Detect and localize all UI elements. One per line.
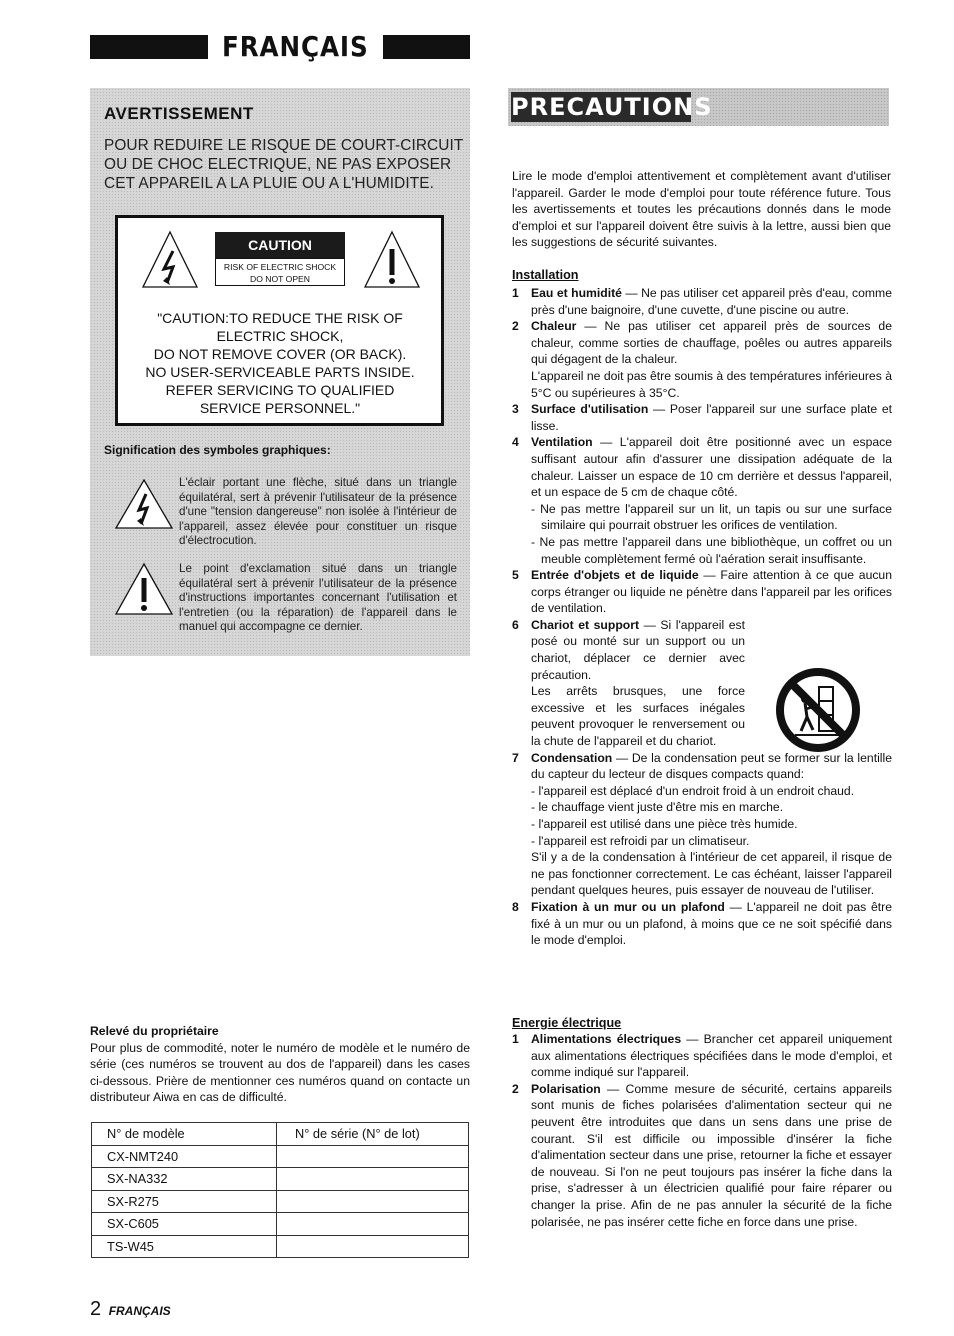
table-row xyxy=(92,1190,469,1213)
serial-cell[interactable] xyxy=(277,1145,469,1168)
caution-text xyxy=(120,309,440,417)
item-title: Condensation xyxy=(531,750,613,765)
caution-line: "CAUTION:TO REDUCE THE RISK OF xyxy=(157,310,403,326)
cart-warning-icon xyxy=(775,667,861,753)
item-number: 1 xyxy=(512,286,519,300)
header-bar-left xyxy=(90,35,208,59)
serial-table xyxy=(91,1122,469,1258)
symbols-heading: Signification des symboles graphiques: xyxy=(104,443,331,457)
item-sub: - Ne pas mettre l'appareil sur un lit, un tapis ou sur une surface similaire qui pourrait obstruer les orifices de ventilation. xyxy=(531,501,892,533)
item-number: 4 xyxy=(512,435,519,450)
owner-text: Pour plus de commodité, noter le numéro de modèle et le numéro de série (ces numéros se trouvent au dos de l'appareil) dans les cases ci-dessous. Prière de mentionner ces numéros quand on contacte un distributeur Aiwa en cas de difficulté. xyxy=(90,1041,470,1105)
warning-heading: AVERTISSEMENT xyxy=(104,104,254,123)
energie-heading: Energie électrique xyxy=(512,1016,622,1030)
serial-cell[interactable] xyxy=(277,1168,469,1191)
header-bar-right xyxy=(383,35,470,59)
item-title: Entrée d'objets et de liquide xyxy=(531,568,699,583)
item-desc: — Poser l'appareil sur une surface plate et lisse. xyxy=(531,402,892,433)
caution-sublabel xyxy=(215,258,345,286)
item-number: 7 xyxy=(512,750,519,765)
table-row xyxy=(92,1235,469,1258)
item-sub: - l'appareil est déplacé d'un endroit froid à un endroit chaud. xyxy=(531,783,855,798)
language-title: FRANÇAIS xyxy=(221,30,369,63)
precautions-title: PRECAUTIONS xyxy=(511,93,713,121)
item-desc: — Ne pas utiliser cet appareil près d'eau, comme près d'une baignoire, d'une cuvette, d'une piscine ou autre. xyxy=(531,286,892,317)
page-number: 2 xyxy=(90,1298,102,1320)
col-model-header: N° de modèle xyxy=(92,1123,277,1146)
exclamation-symbol-icon xyxy=(114,562,174,616)
item-sub: - l'appareil est refroidi par un climatiseur. xyxy=(531,833,750,848)
precautions-intro: Lire le mode d'emploi attentivement et complètement avant d'utiliser l'appareil. Garder le mode d'emploi pour toute référence future. Tous les avertissements et toutes les précautions donnés dans le mode d'emploi et sur l'appareil doivent être suivis à la lettre, aussi bien que les suggestions de sécurité suivantes. xyxy=(512,169,891,250)
list-item xyxy=(512,567,892,617)
table-row xyxy=(92,1168,469,1191)
warning-text xyxy=(104,136,464,193)
installation-heading: Installation xyxy=(512,268,579,282)
item-number: 2 xyxy=(512,1081,519,1096)
owner-heading: Relevé du propriétaire xyxy=(90,1024,219,1038)
item-title: Chariot et support xyxy=(531,617,640,632)
model-cell: CX-NMT240 xyxy=(92,1145,277,1168)
item-desc: — L'appareil doit être positionné avec un espace suffisant autour afin d'assurer une dissipation adéquate de la chaleur. Laisser un espace de 10 cm derrière et dessus l'appareil, et un espace de 5 cm de chaque côté. xyxy=(531,435,892,500)
lightning-symbol-text: L'éclair portant une flèche, situé dans un triangle équilatéral, sert à prévenir l'utilisateur de la présence d'une "tension dangereuse" non isolée à l'intérieur de l'appareil, assez élevée pour constituer un risque d'électrocution. xyxy=(179,476,457,547)
caution-line: NO USER-SERVICEABLE PARTS INSIDE. xyxy=(145,364,415,380)
model-cell: SX-C605 xyxy=(92,1213,277,1236)
caution-label: CAUTION xyxy=(215,232,345,258)
item-number: 3 xyxy=(512,402,519,417)
list-item xyxy=(512,1081,892,1230)
col-serial-header: N° de série (N° de lot) xyxy=(277,1123,469,1146)
item-title: Surface d'utilisation xyxy=(531,402,649,417)
item-title: Eau et humidité xyxy=(531,286,622,300)
item-sub: - le chauffage vient juste d'être mis en marche. xyxy=(531,800,784,815)
item-title: Ventilation xyxy=(531,435,593,450)
item-title: Alimentations électriques xyxy=(531,1032,682,1046)
item-desc: — Comme mesure de sécurité, certains appareils sont munis de fiches polarisées d'alimentation secteur qui ne peuvent être introduites que dans un sens dans une prise de courant. S'il est difficile ou impossible d'insérer la fiche d'alimentation secteur dans une prise, retourner la fiche et essayer de nouveau. Si l'on ne peut toujours pas insérer la fiche dans la prise, s'adresser à un électricien qualifié pour faire réparer ou changer la prise. Afin de ne pas annuler la sécurité de la fiche polarisée, ne pas insérer cette fiche en force dans une prise. xyxy=(531,1081,892,1229)
list-item xyxy=(512,899,892,949)
item-desc: — Si l'appareil est posé ou monté sur un support ou un chariot, déplacer ce dernier avec précaution. xyxy=(531,617,746,682)
serial-cell[interactable] xyxy=(277,1190,469,1213)
model-cell: TS-W45 xyxy=(92,1235,277,1258)
item-desc: — De la condensation peut se former sur la lentille du capteur du lecteur de disques compacts quand: xyxy=(531,750,892,782)
list-item xyxy=(512,750,892,899)
item-desc: — L'appareil ne doit pas être fixé à un mur ou un plafond, à moins que ce ne soit spécifié dans le mode d'emploi. xyxy=(531,899,892,948)
warning-line: OU DE CHOC ELECTRIQUE, NE PAS EXPOSER xyxy=(104,156,452,173)
model-cell: SX-R275 xyxy=(92,1190,277,1213)
item-sub: - Ne pas mettre l'appareil dans une bibliothèque, un coffret ou un meuble complètement fermé où l'aération serait insuffisante. xyxy=(531,534,892,566)
caution-sub-line: DO NOT OPEN xyxy=(249,274,310,284)
item-extra: L'appareil ne doit pas être soumis à des températures inférieures à 5°C ou supérieures à 35°C. xyxy=(531,368,892,400)
list-item xyxy=(512,401,892,434)
page-footer xyxy=(90,1298,171,1321)
item-extra: Les arrêts brusques, une force excessive et les surfaces inégales peuvent provoquer le renversement ou la chute de l'appareil et du chariot. xyxy=(531,684,745,749)
warning-line: POUR REDUIRE LE RISQUE DE COURT-CIRCUIT xyxy=(104,137,464,154)
caution-sub-line: RISK OF ELECTRIC SHOCK xyxy=(223,262,337,272)
list-item xyxy=(512,318,892,401)
caution-line: ELECTRIC SHOCK, xyxy=(216,328,344,344)
table-row xyxy=(92,1213,469,1236)
model-cell: SX-NA332 xyxy=(92,1168,277,1191)
item-sub: - l'appareil est utilisé dans une pièce très humide. xyxy=(531,817,798,831)
item-desc: — Ne pas utiliser cet appareil près de sources de chaleur, comme sorties de chauffage, poêles ou autres appareils qui dégagent de la chaleur. xyxy=(531,319,892,367)
list-item xyxy=(512,1031,892,1081)
list-item xyxy=(512,434,892,567)
exclamation-symbol-text: Le point d'exclamation situé dans un triangle équilatéral sert à prévenir l'utilisateur de la présence d'instructions importantes concernant l'utilisation et l'entretien (ou la réparation) de l'appareil dans le manuel qui accompagne ce dernier. xyxy=(179,562,457,633)
serial-cell[interactable] xyxy=(277,1235,469,1258)
exclamation-triangle-icon xyxy=(362,229,422,291)
item-title: Polarisation xyxy=(531,1081,601,1096)
language-header xyxy=(90,32,470,62)
caution-line: REFER SERVICING TO QUALIFIED xyxy=(165,382,395,398)
serial-cell[interactable] xyxy=(277,1213,469,1236)
item-number: 1 xyxy=(512,1032,519,1046)
item-extra: S'il y a de la condensation à l'intérieur de cet appareil, il risque de ne pas fonctionner correctement. Le cas échéant, laisser l'appareil pendant quelques heures, puis essayer de nouveau de l'utiliser. xyxy=(531,850,892,898)
warning-line: CET APPAREIL A LA PLUIE OU A L'HUMIDITE. xyxy=(104,175,434,192)
lightning-triangle-icon xyxy=(140,229,200,291)
item-number: 6 xyxy=(512,617,519,632)
lightning-symbol-icon xyxy=(114,478,174,530)
item-title: Chaleur xyxy=(531,319,577,334)
item-title: Fixation à un mur ou un plafond xyxy=(531,899,725,914)
item-number: 5 xyxy=(512,568,519,583)
table-row xyxy=(92,1145,469,1168)
item-number: 8 xyxy=(512,899,519,914)
list-item xyxy=(512,285,892,318)
caution-line: DO NOT REMOVE COVER (OR BACK). xyxy=(153,346,407,362)
item-number: 2 xyxy=(512,319,519,334)
footer-label: FRANÇAIS xyxy=(108,1304,171,1318)
installation-list xyxy=(512,285,892,949)
table-header-row xyxy=(92,1123,469,1146)
item-desc: — Faire attention à ce que aucun corps étranger ou liquide ne pénètre dans l'appareil par les orifices de ventilation. xyxy=(531,568,892,616)
caution-line: SERVICE PERSONNEL." xyxy=(199,400,361,416)
energie-list xyxy=(512,1031,892,1230)
item-desc: — Brancher cet appareil uniquement aux alimentations électriques spécifiées dans le mode d'emploi, et comme indiqué sur l'appareil. xyxy=(531,1032,892,1080)
